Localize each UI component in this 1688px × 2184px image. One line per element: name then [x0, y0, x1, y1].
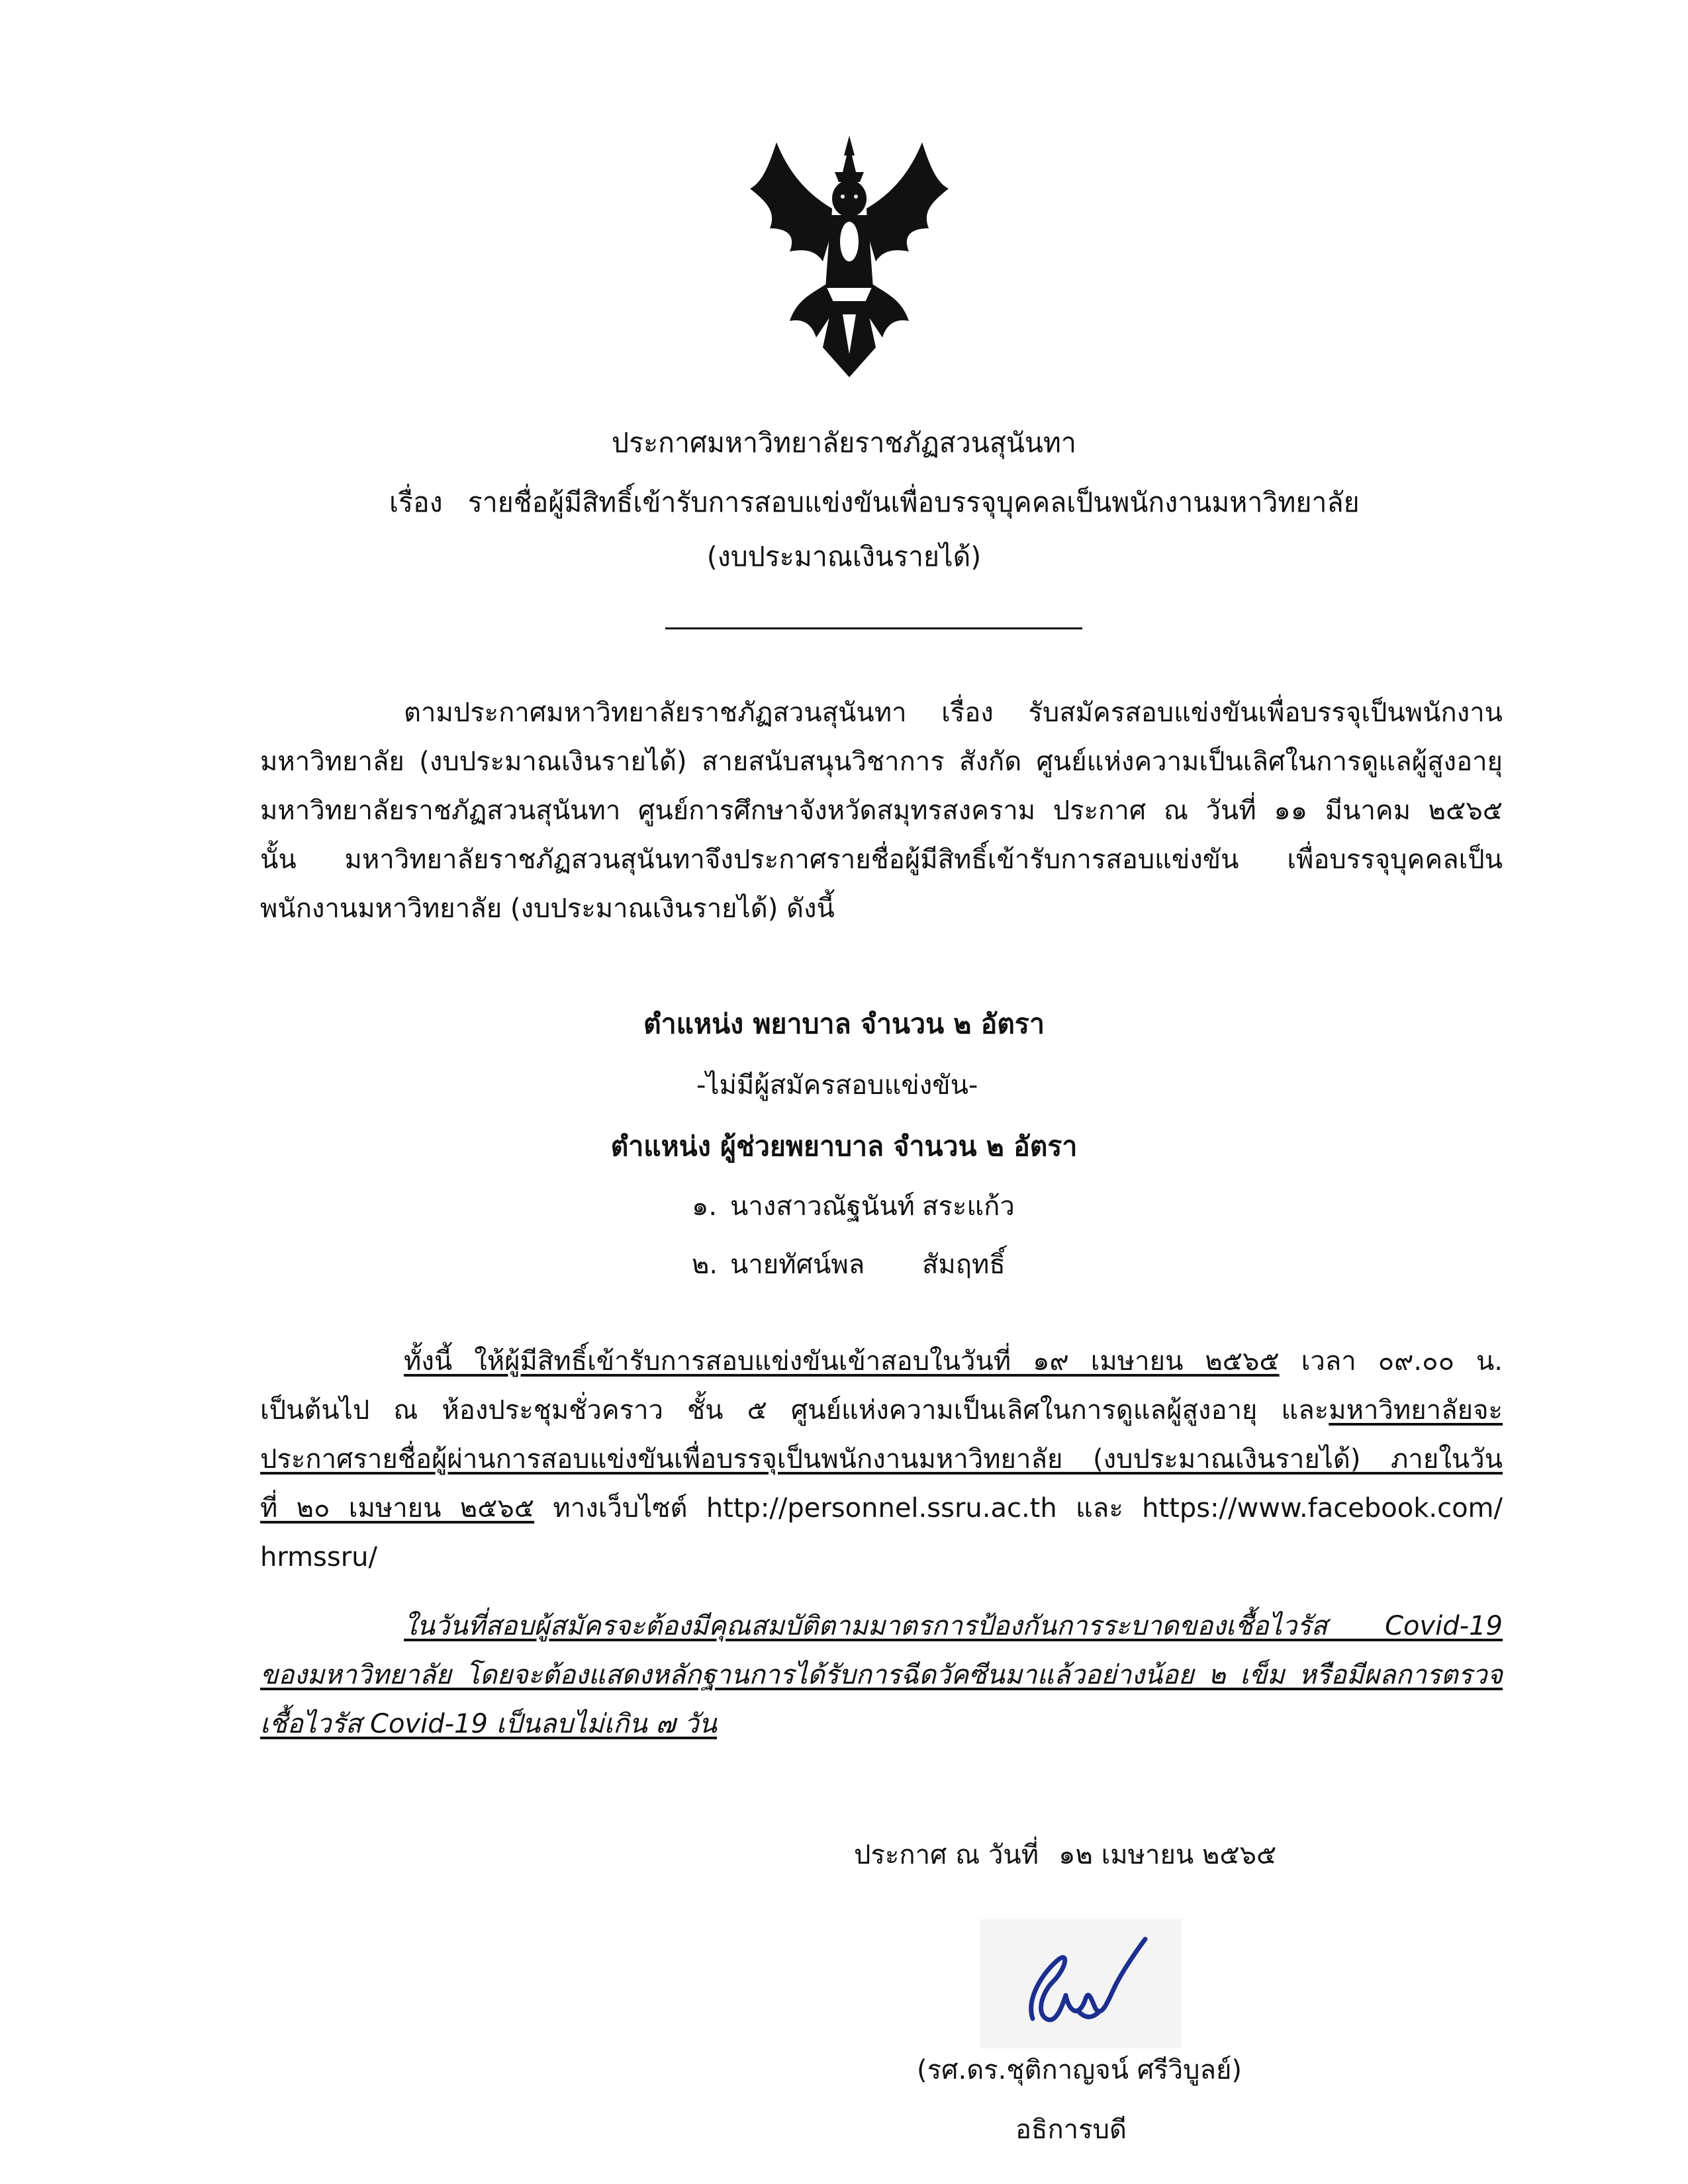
candidate-item: [692, 1243, 1006, 1285]
exam-paragraph: [260, 1337, 1503, 1582]
garuda-emblem: [750, 136, 949, 377]
covid-line: ในวันที่สอบผู้สมัครจะต้องมีคุณสมบัติตามมาตรการป้องกันการระบาดของเชื้อไวรัส Covid-19: [404, 1611, 1503, 1641]
candidate-surname: สัมฤทธิ์: [922, 1250, 1006, 1280]
covid-line: เชื้อไวรัส Covid-19 เป็นลบไม่เกิน ๗ วัน: [260, 1709, 717, 1739]
exam-line: [260, 1484, 1503, 1533]
covid-line: ของมหาวิทยาลัย โดยจะต้องแสดงหลักฐานการได้รับการฉีดวัคซีนมาแล้วอย่างน้อย ๒ เข็ม หรือมีผลการตรวจ: [260, 1660, 1503, 1690]
no-applicant-note: -ไม่มีผู้สมัครสอบแข่งขัน-: [696, 1070, 978, 1101]
intro-line: พนักงานมหาวิทยาลัย (งบประมาณเงินรายได้) ดังนี้: [260, 893, 835, 924]
announcement-date-label: ประกาศ ณ วันที่: [854, 1840, 1039, 1870]
subject-text: รายชื่อผู้มีสิทธิ์เข้ารับการสอบแข่งขันเพื่อบรรจุบุคคลเป็นพนักงานมหาวิทยาลัย: [467, 486, 1360, 518]
exam-line: [260, 1337, 1503, 1386]
intro-line: ตามประกาศมหาวิทยาลัยราชภัฏสวนสุนันทา เรื่อง รับสมัครสอบแข่งขันเพื่อบรรจุเป็นพนักงาน: [404, 698, 1503, 728]
candidate-item: [692, 1185, 1015, 1227]
results-date-text: ที่ ๒๐ เมษายน ๒๕๖๕: [260, 1493, 535, 1524]
signer-name: (รศ.ดร.ชุติกาญจน์ ศรีวิบูลย์): [917, 2055, 1243, 2085]
candidate-given-name: นายทัศน์พล: [730, 1250, 865, 1280]
intro-line: มหาวิทยาลัย (งบประมาณเงินรายได้) สายสนับสนุนวิชาการ สังกัด ศูนย์แห่งความเป็นเลิศในการดูแลผู้สูงอายุ: [260, 747, 1503, 777]
exam-line: hrmssru/: [260, 1542, 378, 1572]
position-title-assistant-nurse: ตำแหน่ง ผู้ช่วยพยาบาล จำนวน ๒ อัตรา: [610, 1130, 1078, 1162]
results-lead-text: มหาวิทยาลัยจะ: [1329, 1395, 1503, 1426]
covid-requirement-paragraph: [260, 1602, 1503, 1749]
position-title-nurse: ตำแหน่ง พยาบาล จำนวน ๒ อัตรา: [643, 1008, 1045, 1040]
signature-image: [980, 1919, 1182, 2048]
exam-line: ประกาศรายชื่อผู้ผ่านการสอบแข่งขันเพื่อบรรจุเป็นพนักงานมหาวิทยาลัย (งบประมาณเงินรายได้) ภายในวัน: [260, 1444, 1503, 1475]
exam-venue-text: เป็นต้นไป ณ ห้องประชุมชั่วคราว ชั้น ๕ ศูนย์แห่งความเป็นเลิศในการดูแลผู้สูงอายุ และ: [260, 1395, 1329, 1426]
exam-time-text: เวลา ๐๙.๐๐ น.: [1279, 1346, 1503, 1377]
announcement-date-value: ๑๒ เมษายน ๒๕๖๕: [1058, 1840, 1277, 1870]
candidate-given-name: นางสาวณัฐนันท์: [730, 1191, 915, 1222]
header-divider: [665, 627, 1082, 629]
subject-label: เรื่อง: [389, 486, 443, 518]
candidate-number: ๑.: [692, 1191, 718, 1222]
exam-line: [260, 1386, 1503, 1435]
candidate-number: ๒.: [692, 1250, 718, 1280]
announcement-heading: ประกาศมหาวิทยาลัยราชภัฏสวนสุนันทา: [612, 427, 1076, 459]
budget-note: (งบประมาณเงินรายได้): [706, 541, 982, 572]
announcement-date: [854, 1833, 1296, 1876]
signer-title: อธิการบดี: [1015, 2115, 1127, 2145]
candidate-surname: สระแก้ว: [922, 1191, 1015, 1222]
subject-line: [389, 481, 1360, 524]
website-text: ทางเว็บไซต์ http://personnel.ssru.ac.th และ https://www.facebook.com/: [534, 1493, 1503, 1524]
intro-paragraph: [260, 688, 1503, 933]
intro-line: มหาวิทยาลัยราชภัฏสวนสุนันทา ศูนย์การศึกษาจังหวัดสมุทรสงคราม ประกาศ ณ วันที่ ๑๑ มีนาคม ๒๕๖๕: [260, 796, 1503, 826]
intro-line: นั้น มหาวิทยาลัยราชภัฏสวนสุนันทาจึงประกาศรายชื่อผู้มีสิทธิ์เข้ารับการสอบแข่งขัน เพื่อบรรจุบุคคลเป็น: [260, 844, 1503, 875]
exam-date-text: ทั้งนี้ ให้ผู้มีสิทธิ์เข้ารับการสอบแข่งขันเข้าสอบในวันที่ ๑๙ เมษายน ๒๕๖๕: [404, 1346, 1280, 1377]
